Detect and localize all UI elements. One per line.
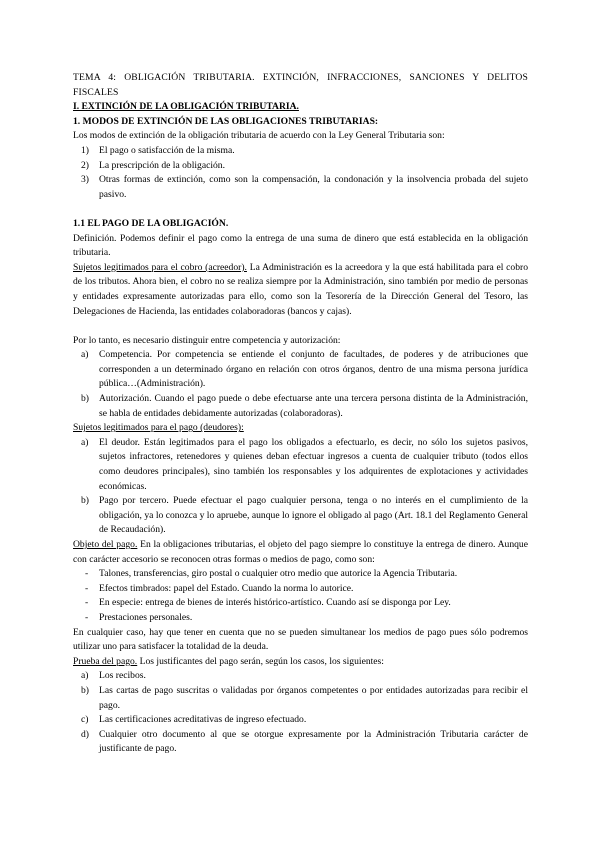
competencia-list — [73, 348, 528, 421]
list-item — [73, 392, 528, 421]
list-item-text: Los recibos. — [99, 670, 146, 682]
pago-heading: 1.1 EL PAGO DE LA OBLIGACIÓN. — [73, 217, 229, 229]
list-item-text: Competencia. Por competencia se entiende el conjunto de facultades, de poderes y de atribuciones que corresponden a un determinado órgano en relación con otros órganos, dentro de una misma persona jurídica pública…(Administración). — [99, 349, 528, 390]
list-item — [73, 728, 528, 757]
objeto-paragraph — [73, 538, 528, 567]
sujetos-cobro-label: Sujetos legitimados para el cobro (acreedor). — [73, 261, 247, 273]
prueba-label: Prueba del pago. — [73, 655, 138, 667]
modes-heading: 1. MODOS DE EXTINCIÓN DE LAS OBLIGACIONES TRIBUTARIAS: — [73, 115, 379, 127]
sujetos-pago-label: Sujetos legitimados para el pago (deudores): — [73, 422, 244, 434]
list-item — [73, 144, 528, 159]
list-item — [73, 596, 528, 611]
list-marker: - — [85, 611, 89, 623]
list-item-text: En especie: entrega de bienes de interés histórico-artístico. Cuando así se disponga por Ley. — [99, 597, 451, 609]
sujetos-cobro-paragraph — [73, 261, 528, 319]
list-item — [73, 669, 528, 684]
cualquier-caso-paragraph: En cualquier caso, hay que tener en cuenta que no se pueden simultanear los medios de pago pues sólo podremos utilizar uno para satisfacer la totalidad de la deuda. — [73, 626, 528, 653]
sujetos-cobro-text: La Administración es la acreedora y la que está habilitada para el cobro de los tributos. Ahora bien, el cobro no se realiza siempre por la Administración, sino también por medio de personas y entidades expresamente autorizadas para ello, como son la Tesorería de la Dirección General del Tesoro, las Delegaciones de Hacienda, las entidades colaboradoras (bancos y cajas). — [73, 261, 529, 317]
spacer — [73, 319, 528, 334]
list-item — [73, 494, 528, 538]
list-item-text: Cualquier otro documento al que se otorgue expresamente por la Administración Tributaria carácter de justificante de pago. — [99, 728, 528, 755]
definicion-paragraph: Definición. Podemos definir el pago como la entrega de una suma de dinero que está establecida en la obligación tributaria. — [73, 232, 528, 259]
list-item-text: Autorización. Cuando el pago puede o debe efectuarse ante una tercera persona distinta de la Administración, se habla de entidades debidamente autorizadas (colaboradoras). — [99, 393, 528, 419]
list-item — [73, 713, 528, 728]
list-marker: a) — [81, 436, 89, 448]
list-marker: b) — [81, 495, 89, 507]
prueba-list — [73, 669, 528, 757]
list-item-text: El deudor. Están legitimados para el pago los obligados a efectuarlo, es decir, no sólo los sujetos pasivos, sujetos infractores, retenedores y quienes deban efectuar ingresos a cuenta de cualquier tributo (todos ellos como deudores principales), sino también los responsables y los adquirentes de explotaciones y actividades económicas. — [99, 436, 528, 492]
list-item — [73, 173, 528, 202]
section-heading-extincion: I. EXTINCIÓN DE LA OBLIGACIÓN TRIBUTARIA. — [73, 101, 299, 113]
list-marker: a) — [81, 349, 89, 361]
objeto-text: En la obligaciones tributarias, el objeto del pago siempre lo constituye la entrega de dinero. Aunque con carácter accesorio se reconocen otras formas o medios de pago, como son: — [73, 539, 528, 565]
list-item — [73, 684, 528, 713]
list-marker: d) — [81, 728, 89, 740]
modes-intro: Los modos de extinción de la obligación tributaria de acuerdo con la Ley General Tributaria son: — [73, 130, 445, 142]
deudores-list — [73, 436, 528, 538]
list-item — [73, 159, 528, 174]
list-marker: a) — [81, 670, 89, 682]
prueba-text: Los justificantes del pago serán, según los casos, los siguientes: — [137, 655, 384, 667]
objeto-label: Objeto del pago. — [73, 539, 138, 550]
list-marker: - — [85, 597, 89, 609]
list-marker: 2) — [81, 159, 89, 171]
list-item — [73, 582, 528, 597]
list-item-text: Otras formas de extinción, como son la compensación, la condonación y la insolvencia probada del sujeto pasivo. — [99, 174, 528, 200]
prueba-paragraph — [73, 655, 528, 670]
list-marker: - — [85, 582, 89, 594]
list-item — [73, 348, 528, 392]
list-item — [73, 567, 528, 582]
list-marker: - — [85, 568, 89, 580]
list-item — [73, 436, 528, 494]
objeto-list — [73, 567, 528, 625]
list-item-text: Las certificaciones acreditativas de ingreso efectuado. — [99, 714, 307, 726]
list-item-text: Pago por tercero. Puede efectuar el pago cualquier persona, tenga o no interés en el cumplimiento de la obligación, ya lo conozca y lo apruebe, aunque lo ignore el obligado al pago (Art. 18.1 del Reglamento General de Recaudación). — [99, 495, 528, 536]
list-item-text: El pago o satisfacción de la misma. — [99, 144, 235, 156]
list-marker: 1) — [81, 144, 89, 156]
spacer — [73, 202, 528, 217]
document-page — [73, 71, 528, 757]
list-item-text: Talones, transferencias, giro postal o cualquier otro medio que autorice la Agencia Tributaria. — [99, 568, 458, 580]
list-marker: 3) — [81, 174, 89, 186]
list-item — [73, 611, 528, 626]
competencia-intro: Por lo tanto, es necesario distinguir entre competencia y autorización: — [73, 334, 341, 346]
list-marker: b) — [81, 393, 89, 405]
list-item-text: Las cartas de pago suscritas o validadas por órganos competentes o por entidades autorizadas para recibir el pago. — [99, 684, 528, 711]
list-marker: b) — [81, 684, 89, 696]
list-item-text: Prestaciones personales. — [99, 611, 193, 623]
list-item-text: Efectos timbrados: papel del Estado. Cuando la norma lo autorice. — [99, 582, 354, 594]
modes-list — [73, 144, 528, 202]
list-item-text: La prescripción de la obligación. — [99, 159, 226, 171]
list-marker: c) — [81, 714, 89, 726]
document-title: TEMA 4: OBLIGACIÓN TRIBUTARIA. EXTINCIÓN, INFRACCIONES, SANCIONES Y DELITOS FISCALES — [73, 72, 528, 98]
